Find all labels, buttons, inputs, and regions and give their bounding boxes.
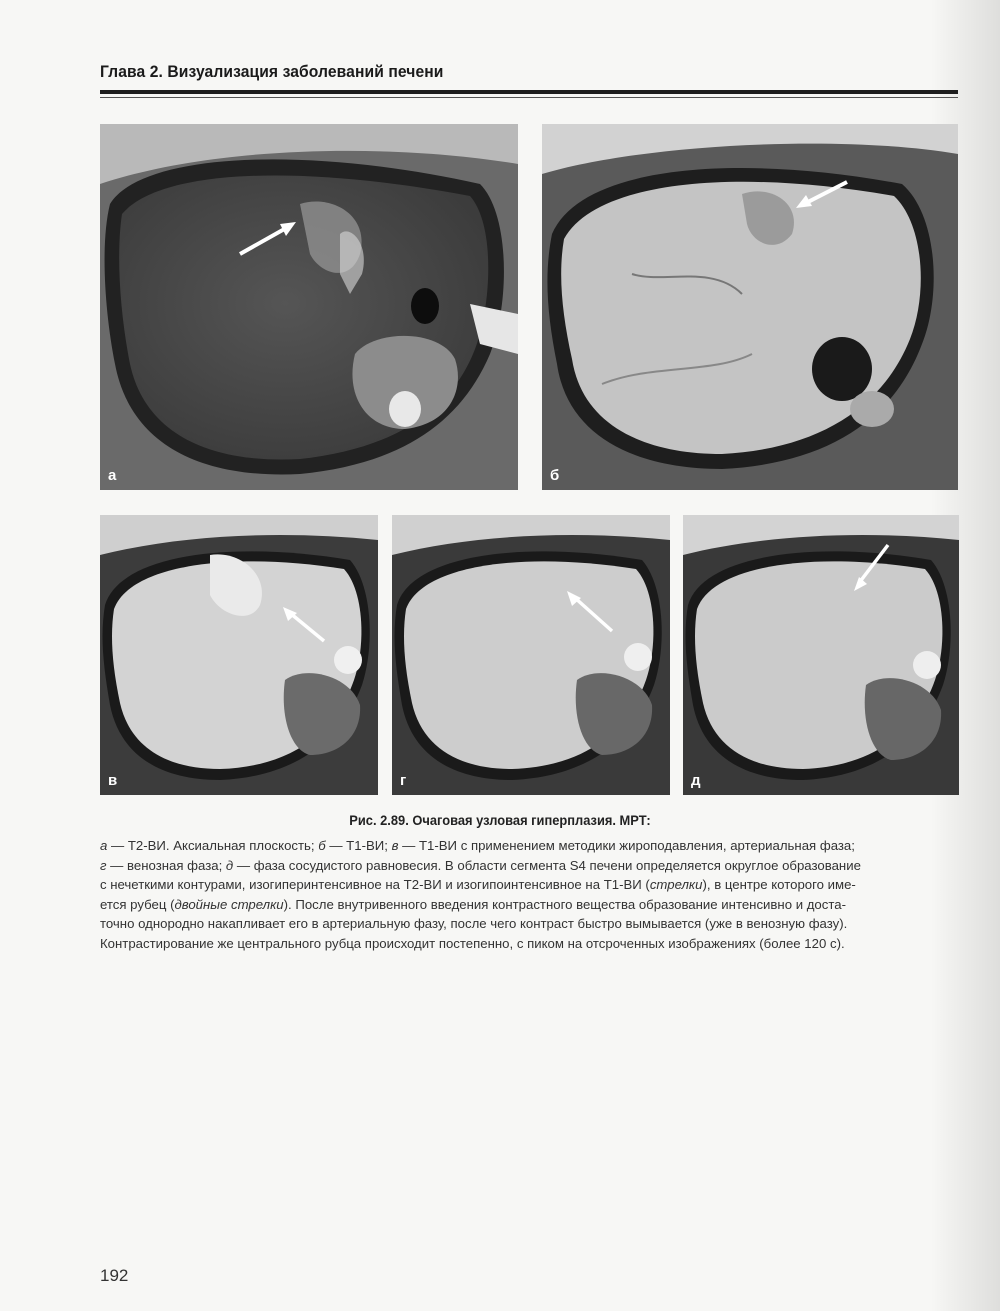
panel-label-a: а: [108, 467, 117, 484]
panel-label-v: в: [108, 772, 118, 789]
mri-image-a: [100, 124, 518, 490]
chapter-header: Глава 2. Визуализация заболеваний печени: [100, 62, 444, 81]
caption-text: ). После внутривенного введения контрастного вещества образование интенсивно и доста-: [283, 896, 846, 912]
mri-panel-b: [542, 124, 958, 490]
mri-image-v: [100, 515, 378, 795]
caption-text: — Т1-ВИ;: [325, 838, 392, 853]
caption-ref-g: г: [100, 857, 107, 873]
mri-image-b: [542, 124, 958, 490]
caption-text: ), в центре которого име-: [702, 877, 856, 893]
caption-line: [100, 836, 958, 856]
caption-line: точно однородно накапливает его в артериальную фазу, после чего контраст быстро вымывается (уже в венозную фазу).: [100, 916, 848, 932]
page-number: 192: [100, 1266, 129, 1285]
figure-title: Рис. 2.89. Очаговая узловая гиперплазия. МРТ:: [349, 812, 651, 828]
caption-text: — Т1-ВИ с применением методики жироподавления, артериальная фаза;: [398, 838, 855, 853]
caption-ref-v: в: [391, 838, 399, 853]
caption-text: — Т2-ВИ. Аксиальная плоскость;: [107, 838, 319, 853]
mri-panel-d: [683, 515, 959, 795]
caption-text: ется рубец (: [100, 896, 175, 912]
panel-label-g: г: [400, 772, 407, 789]
caption-line: [100, 856, 958, 876]
caption-ref-d: д: [225, 857, 234, 873]
caption-text: — венозная фаза;: [106, 857, 226, 873]
caption-emphasis: стрелки: [649, 877, 703, 893]
caption-ref-b: б: [318, 838, 326, 853]
mri-panel-g: [392, 515, 670, 795]
mri-panel-a: [100, 124, 518, 490]
caption-line: [100, 875, 958, 895]
panel-label-b: б: [550, 467, 560, 484]
mri-panel-v: [100, 515, 378, 795]
mri-image-g: [392, 515, 670, 795]
caption-emphasis: двойные стрелки: [174, 896, 284, 912]
mri-image-d: [683, 515, 959, 795]
caption-text: — фаза сосудистого равновесия. В области сегмента S4 печени определяется округлое образование: [233, 857, 861, 873]
caption-line: Контрастирование же центрального рубца происходит постепенно, с пиком на отсроченных изображениях (более 120 с).: [100, 935, 845, 951]
panel-label-d: д: [691, 772, 701, 789]
caption-line: [100, 895, 958, 915]
caption-text: с нечеткими контурами, изогиперинтенсивное на Т2-ВИ и изогипоинтенсивное на Т1-ВИ (: [100, 877, 650, 893]
header-rule-thick: [100, 90, 958, 94]
header-rule-thin: [100, 97, 958, 98]
caption-ref-a: а: [100, 838, 108, 853]
figure-caption: [100, 836, 958, 954]
